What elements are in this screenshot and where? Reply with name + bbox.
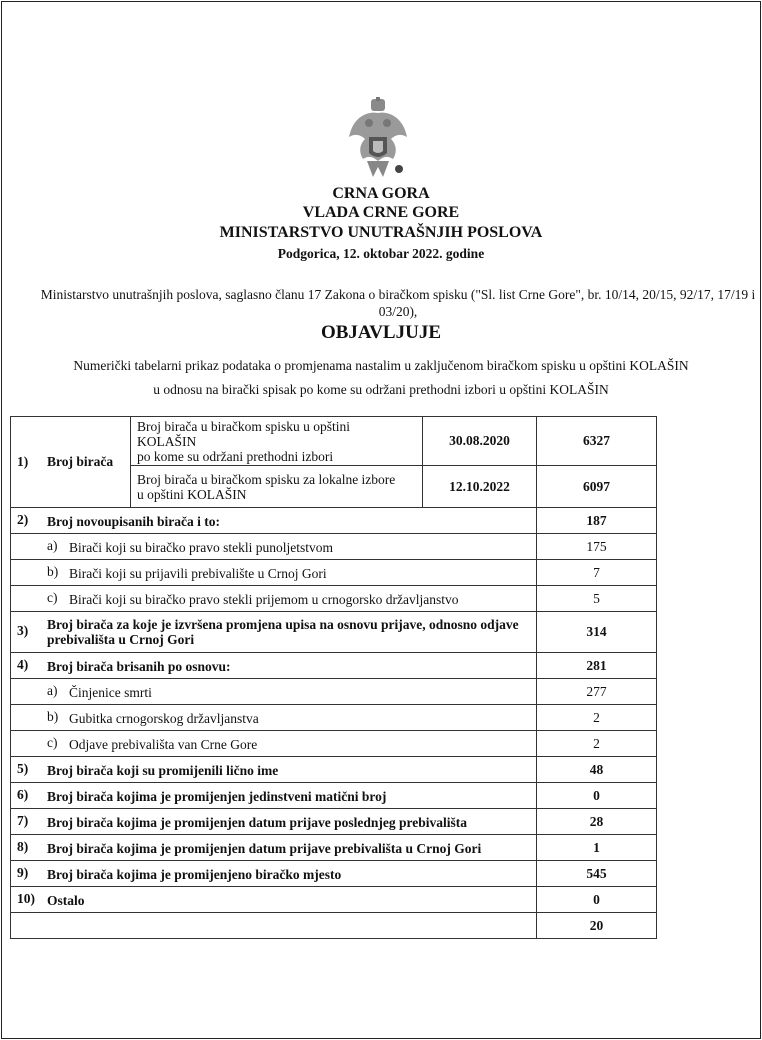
value-cell: 2 bbox=[537, 731, 657, 757]
row-label-cell bbox=[11, 757, 537, 783]
value-cell: 28 bbox=[537, 809, 657, 835]
row-label: Broj birača bbox=[47, 454, 114, 469]
table-row bbox=[11, 679, 657, 705]
value-cell: 6097 bbox=[537, 466, 657, 508]
table-row bbox=[11, 560, 657, 586]
date-cell: 12.10.2022 bbox=[423, 466, 537, 508]
announce-heading: OBJAVLJUJE bbox=[320, 322, 441, 343]
sub-description bbox=[131, 417, 423, 466]
text-line: Broj birača u biračkom spisku u opštini bbox=[137, 418, 350, 434]
table-row bbox=[11, 731, 657, 757]
row-number: b) bbox=[47, 709, 59, 725]
table-row bbox=[11, 586, 657, 612]
table-row bbox=[11, 417, 657, 466]
value-cell: 7 bbox=[537, 560, 657, 586]
text-line: po kome su održani prethodni izbori bbox=[137, 448, 334, 464]
row-number: 6) bbox=[17, 787, 29, 803]
value-cell: 1 bbox=[537, 835, 657, 861]
row-label: Odjave prebivališta van Crne Gore bbox=[69, 736, 258, 752]
description-line: Numerički tabelarni prikaz podataka o promjenama nastalim u zaključenom biračkom spisku u opštini KOLAŠIN bbox=[73, 358, 689, 373]
value-cell: 20 bbox=[537, 913, 657, 939]
sub-description bbox=[131, 466, 423, 508]
row-number: 3) bbox=[17, 623, 29, 639]
table-row bbox=[11, 913, 657, 939]
table-row bbox=[11, 705, 657, 731]
row-label-cell bbox=[11, 534, 537, 560]
row-label-cell bbox=[11, 679, 537, 705]
row-label-cell bbox=[11, 653, 537, 679]
row-number: 9) bbox=[17, 865, 29, 881]
row-label: Broj novoupisanih birača i to: bbox=[47, 513, 221, 529]
row-label-cell bbox=[11, 560, 537, 586]
text-line: u opštini KOLAŠIN bbox=[137, 486, 247, 502]
country-title: CRNA GORA bbox=[332, 185, 430, 202]
table-row bbox=[11, 534, 657, 560]
row-label-cell bbox=[11, 861, 537, 887]
row-label: Broj birača kojima je promijenjen datum prijave poslednjeg prebivališta bbox=[47, 814, 467, 830]
row-number: 2) bbox=[17, 512, 29, 528]
row-label-cell bbox=[11, 508, 537, 534]
row-label-cell bbox=[11, 783, 537, 809]
row-label: Broj birača za koje je izvršena promjena upisa na osnovu prijave, odnosno odjave prebivališta u Crnoj Gori bbox=[47, 617, 519, 647]
intro-text: Ministarstvo unutrašnjih poslova, saglasno članu 17 Zakona o biračkom spisku ("Sl. list Crne Gore", br. 10/14, 20/15, 92/17, 17/19 i 03/20), bbox=[40, 287, 756, 319]
ministry-title: MINISTARSTVO UNUTRAŠNJIH POSLOVA bbox=[219, 224, 543, 241]
place-date: Podgorica, 12. oktobar 2022. godine bbox=[277, 246, 485, 261]
row-label: Gubitka crnogorskog državljanstva bbox=[69, 710, 259, 726]
voter-changes-table bbox=[10, 416, 657, 939]
table-row bbox=[11, 783, 657, 809]
row-label-cell bbox=[11, 612, 537, 653]
row-number: 7) bbox=[17, 813, 29, 829]
table-row bbox=[11, 612, 657, 653]
row-number: 4) bbox=[17, 657, 29, 673]
row-number: a) bbox=[47, 683, 58, 699]
row-label-cell bbox=[11, 731, 537, 757]
row-label-cell bbox=[11, 586, 537, 612]
table-row bbox=[11, 887, 657, 913]
table-row bbox=[11, 653, 657, 679]
row-number: c) bbox=[47, 590, 58, 606]
table-row bbox=[11, 809, 657, 835]
value-cell: 6327 bbox=[537, 417, 657, 466]
row-label: Činjenice smrti bbox=[69, 684, 152, 700]
row-label: Broj birača kojima je promijenjen datum prijave prebivališta u Crnoj Gori bbox=[47, 840, 482, 856]
row-label: Birači koji su prijavili prebivalište u Crnoj Gori bbox=[69, 565, 327, 581]
value-cell: 314 bbox=[537, 612, 657, 653]
value-cell: 5 bbox=[537, 586, 657, 612]
description-line: u odnosu na birački spisak po kome su održani prethodni izbori u opštini KOLAŠIN bbox=[153, 382, 609, 397]
row-number: 8) bbox=[17, 839, 29, 855]
row1-label-cell bbox=[11, 417, 131, 508]
value-cell: 545 bbox=[537, 861, 657, 887]
value-cell: 281 bbox=[537, 653, 657, 679]
value-cell: 175 bbox=[537, 534, 657, 560]
value-cell: 0 bbox=[537, 783, 657, 809]
text-line: Broj birača u biračkom spisku za lokalne izbore bbox=[137, 471, 396, 487]
table-row bbox=[11, 835, 657, 861]
value-cell: 48 bbox=[537, 757, 657, 783]
row-label: Ostalo bbox=[47, 892, 85, 908]
row-label-cell bbox=[11, 913, 537, 939]
text-line: KOLAŠIN bbox=[137, 433, 197, 449]
row-number: b) bbox=[47, 564, 59, 580]
value-cell: 277 bbox=[537, 679, 657, 705]
table-row bbox=[11, 757, 657, 783]
row-label-cell bbox=[11, 809, 537, 835]
row-number: 1) bbox=[17, 454, 29, 469]
value-cell: 0 bbox=[537, 887, 657, 913]
row-number: 10) bbox=[17, 891, 35, 907]
value-cell: 187 bbox=[537, 508, 657, 534]
row-label: Broj birača brisanih po osnovu: bbox=[47, 658, 231, 674]
coat-of-arms-icon bbox=[347, 97, 409, 181]
row-label: Birači koji su biračko pravo stekli prijemom u crnogorsko državljanstvo bbox=[69, 591, 459, 607]
value-cell: 2 bbox=[537, 705, 657, 731]
table-row bbox=[11, 508, 657, 534]
row-label-cell bbox=[11, 835, 537, 861]
row-number: a) bbox=[47, 538, 58, 554]
row-label: Broj birača kojima je promijenjen jedinstveni matični broj bbox=[47, 788, 387, 804]
row-label-cell bbox=[11, 705, 537, 731]
row-label: Birači koji su biračko pravo stekli punoljetstvom bbox=[69, 539, 333, 555]
row-label-cell bbox=[11, 887, 537, 913]
table-row bbox=[11, 861, 657, 887]
row-number: 5) bbox=[17, 761, 29, 777]
row-label: Broj birača koji su promijenili lično ime bbox=[47, 762, 279, 778]
row-label: Broj birača kojima je promijenjeno biračko mjesto bbox=[47, 866, 342, 882]
government-title: VLADA CRNE GORE bbox=[302, 204, 460, 221]
date-cell: 30.08.2020 bbox=[423, 417, 537, 466]
row-number: c) bbox=[47, 735, 58, 751]
